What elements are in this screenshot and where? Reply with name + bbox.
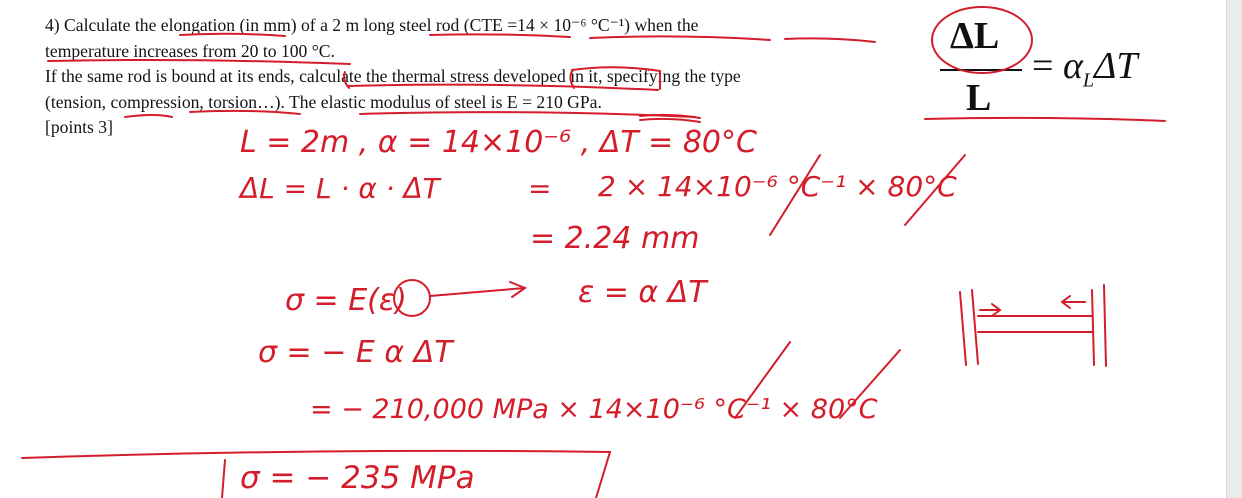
underline-points [125,115,172,117]
hw-givens: L = 2m , α = 14×10⁻⁶ , ΔT = 80°C [240,125,757,160]
problem-line-4: (tension, compression, torsion…). The elastic modulus of steel is E = 210 GPa. [45,91,602,112]
double-underline-gpa [640,115,700,122]
answer-box-left [222,460,225,498]
arrow-shaft [430,288,525,296]
hw-elongation-formula: ΔL = L · α · ΔT [240,172,440,205]
box-developed [572,67,660,89]
hw-stress-result: σ = − 235 MPa [240,460,475,496]
underline-temperature [48,60,350,64]
problem-line-3: If the same rod is bound at its ends, calculate the thermal stress developed in it, specifying the type [45,66,741,87]
problem-points: [points 3] [45,117,113,138]
formula-denominator: L [966,77,992,119]
hw-stress-definition: σ = E(ε) [285,283,407,318]
rod-body [978,316,1092,332]
underline-cte [590,36,770,40]
hw-strain-definition: ε = α ΔT [578,275,707,310]
underline-thermal-stress [348,85,658,90]
rod-arrow-right [980,304,1000,316]
hw-stress-formula: σ = − E α ΔT [258,335,453,370]
formula-alpha: α [1062,45,1083,87]
underline-rod [430,34,570,37]
hw-elongation-equals: = [528,172,552,205]
rod-arrow-left [1062,296,1085,308]
hw-elongation-result: = 2.24 mm [530,221,700,256]
formula-numerator: ΔL [950,15,1000,57]
rod-left-wall [960,290,978,365]
hw-stress-substitution: = − 210,000 MPa × 14×10⁻⁶ °C⁻¹ × 80°C [310,394,878,425]
problem-line-2: temperature increases from 20 to 100 °C. [45,40,335,61]
formula-equals: = [1032,45,1063,87]
formula-alpha-subscript: L [1082,69,1095,92]
viewer-margin [1226,0,1242,498]
circle-delta-l [932,7,1032,73]
formula-delta-t: ΔT [1094,45,1138,87]
formula-underline [925,118,1165,121]
underline-elongation [180,34,285,36]
underline-when-the [785,38,875,42]
hw-elongation-substitution: 2 × 14×10⁻⁶ °C⁻¹ × 80°C [598,170,957,203]
problem-line-1: 4) Calculate the elongation (in mm) of a 2 m long steel rod (CTE =14 × 10⁻⁶ °C⁻¹) when the [45,15,699,35]
underline-compression [190,111,300,114]
rod-right-wall [1092,285,1106,366]
